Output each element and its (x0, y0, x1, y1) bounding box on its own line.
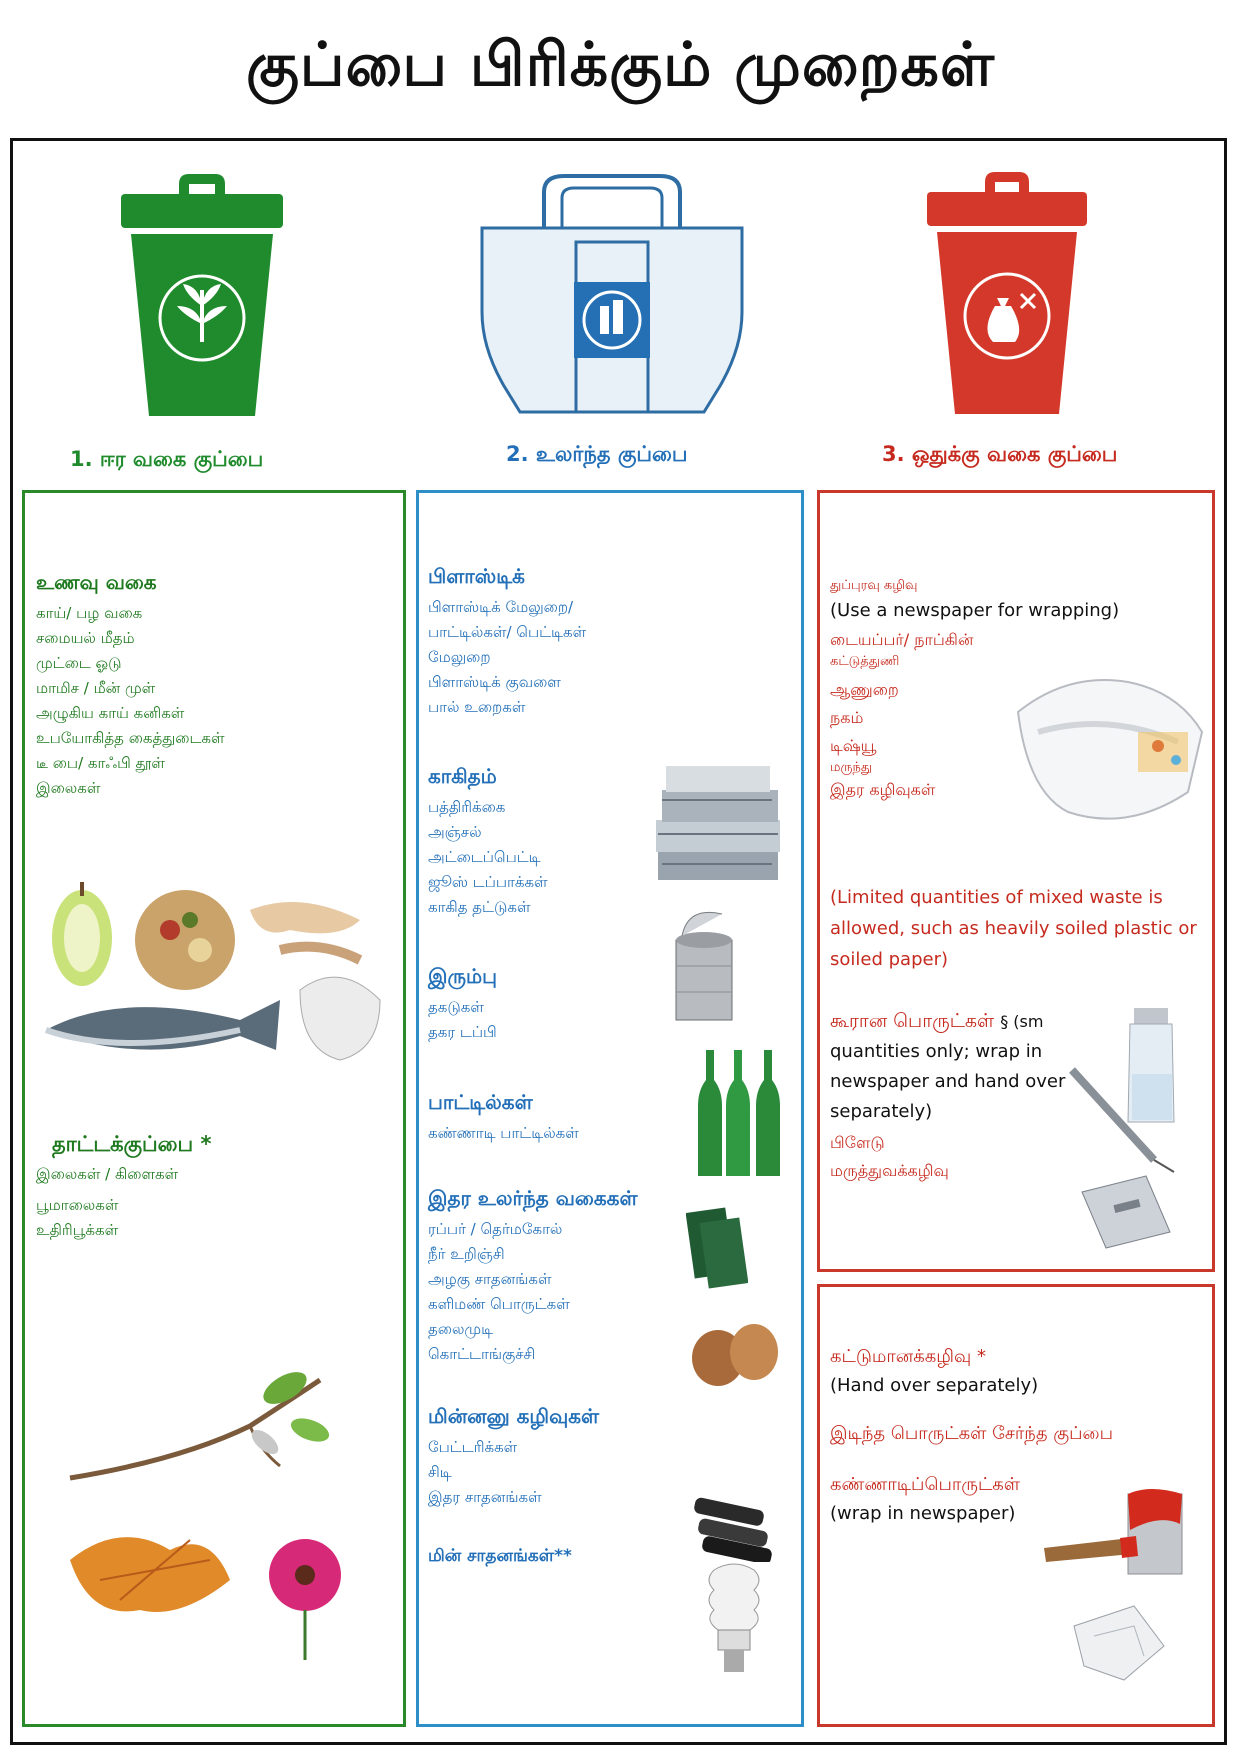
list-item: இதர சாதனங்கள் (428, 1488, 542, 1506)
tin-can-image (668, 906, 740, 1022)
list-item: பால் உறைகள் (428, 698, 526, 716)
list-item: களிமண் பொருட்கள் (428, 1295, 570, 1313)
list-item: பிளாஸ்டிக் மேலுறை/ (428, 598, 574, 616)
list-item: கட்டுத்துணி (830, 654, 900, 669)
list-item: நீர் உறிஞ்சி (428, 1245, 505, 1263)
dry-category-label: 2. உலர்ந்த குப்பை (506, 442, 688, 466)
list-item: இலைகள் (36, 779, 101, 797)
garden-items (36, 1162, 178, 1243)
metal-heading: இரும்பு (428, 964, 497, 988)
bottle-group (428, 1090, 579, 1146)
list-item: பூமாலைகள் (36, 1196, 119, 1214)
list-item: தலைமுடி (428, 1320, 494, 1338)
list-item: முட்டை ஓடு (36, 654, 122, 672)
other-dry-heading: இதர உலர்ந்த வகைகள் (428, 1186, 638, 1210)
list-item: கண்ணாடி பாட்டில்கள் (428, 1124, 579, 1142)
list-item: பிளேடு (830, 1133, 885, 1152)
list-item: பத்திரிக்கை (428, 798, 506, 816)
sponge-image (686, 1206, 748, 1290)
list-item: இலைகள் / கிளைகள் (36, 1165, 179, 1183)
list-item: மருத்துவக்கழிவு (830, 1161, 949, 1180)
sanitary-heading: துப்புரவு கழிவு (830, 578, 918, 593)
dry-waste-bag-icon (474, 172, 750, 420)
paper-group (428, 764, 548, 920)
batteries-image (690, 1496, 780, 1562)
list-item: பேட்டரிக்கள் (428, 1438, 518, 1456)
list-item: சிடி (428, 1463, 452, 1481)
metal-group (428, 964, 497, 1045)
broken-glass-image (1064, 1596, 1174, 1686)
wrap-newspaper-note: (wrap in newspaper) (830, 1503, 1016, 1524)
food-heading: உணவு வகை (36, 570, 157, 594)
list-item: பிளாஸ்டிக் குவளை (428, 673, 561, 691)
razor-blade-image (1076, 1172, 1176, 1252)
list-item: கொட்டாங்குச்சி (428, 1345, 536, 1363)
diaper-image (1008, 672, 1208, 832)
sharp-group (830, 1010, 1080, 1185)
list-item: காய்/ பழ வகை (36, 604, 143, 622)
coconut-shell-image (690, 1320, 780, 1390)
paint-can-image (1040, 1484, 1190, 1584)
reject-category-label: 3. ஒதுக்கு வகை குப்பை (882, 442, 1118, 466)
electric-group (428, 1546, 572, 1572)
ewaste-group (428, 1404, 599, 1510)
food-scraps-image (40, 880, 395, 1070)
list-item: ஜூஸ் டப்பாக்கள் (428, 873, 548, 891)
garden-heading: தாட்டக்குப்பை * (52, 1132, 212, 1156)
newspaper-stack-image (652, 760, 784, 886)
bottle-heading: பாட்டில்கள் (428, 1090, 533, 1114)
sharp-mark: § (sm (1000, 1012, 1044, 1031)
list-item: மாமிச / மீன் முள் (36, 679, 156, 697)
list-item: மேலுறை (428, 648, 491, 666)
food-waste-group (36, 570, 225, 801)
syringe-vial-image (1064, 1004, 1194, 1174)
list-item: தகடுகள் (428, 998, 484, 1016)
ewaste-heading: மின்னனு கழிவுகள் (428, 1404, 600, 1428)
list-item: அஞ்சல் (428, 823, 482, 841)
construction-heading: கட்டுமானக்கழிவு * (830, 1346, 986, 1367)
list-item: மருந்து (830, 760, 873, 775)
wet-category-label: 1. ஈர வகை குப்பை (70, 447, 264, 471)
list-item: அட்டைப்பெட்டி (428, 848, 541, 866)
wrap-note: (Use a newspaper for wrapping) (830, 600, 1120, 621)
list-item: ரப்பர் / தெர்மகோல் (428, 1220, 563, 1238)
paint-heading: இடிந்த பொருட்கள் சேர்ந்த குப்பை (830, 1423, 1113, 1444)
plastic-heading: பிளாஸ்டிக் (428, 564, 525, 588)
sharp-heading: கூரான பொருட்கள் (830, 1010, 995, 1032)
mixed-waste-note: (Limited quantities of mixed waste is allowed, such as heavily soiled plastic or soiled paper) (830, 887, 1197, 970)
page-title: குப்பை பிரிக்கும் முறைகள் (245, 30, 996, 100)
plastic-group (428, 564, 586, 720)
list-item: இதர கழிவுகள் (830, 780, 936, 799)
garden-waste-group (52, 1132, 211, 1163)
glass-bottles-image (694, 1050, 790, 1180)
list-item: ஆணுறை (830, 680, 899, 699)
cfl-bulb-image (694, 1560, 774, 1680)
list-item: டையப்பர்/ நாப்கின் (830, 630, 974, 649)
glass-heading: கண்ணாடிப்பொருட்கள் (830, 1474, 1021, 1495)
list-item: டீ பை/ காஃபி தூள் (36, 754, 165, 772)
list-item: தகர டப்பி (428, 1023, 497, 1041)
list-item: டிஷ்யூ (830, 736, 877, 755)
list-item: அழகு சாதனங்கள் (428, 1270, 552, 1288)
list-item: பாட்டில்கள்/ பெட்டிகள் (428, 623, 587, 641)
wet-waste-bin-icon (117, 172, 287, 420)
electric-heading: மின் சாதனங்கள்** (428, 1546, 572, 1566)
reject-waste-bin-icon (923, 170, 1091, 418)
list-item: காகித தட்டுகள் (428, 898, 531, 916)
list-item: சமையல் மீதம் (36, 629, 135, 647)
garden-waste-image (60, 1360, 360, 1660)
list-item: உபயோகித்த கைத்துடைகள் (36, 729, 225, 747)
paper-heading: காகிதம் (428, 764, 497, 788)
list-item: உதிரிபூக்கள் (36, 1221, 119, 1239)
list-item: நகம் (830, 708, 864, 727)
sharp-note: quantities only; wrap in newspaper and hand over separately) (830, 1041, 1066, 1122)
list-item: அழுகிய காய் கனிகள் (36, 704, 185, 722)
hand-over-note: (Hand over separately) (830, 1375, 1039, 1396)
other-dry-group (428, 1186, 638, 1367)
